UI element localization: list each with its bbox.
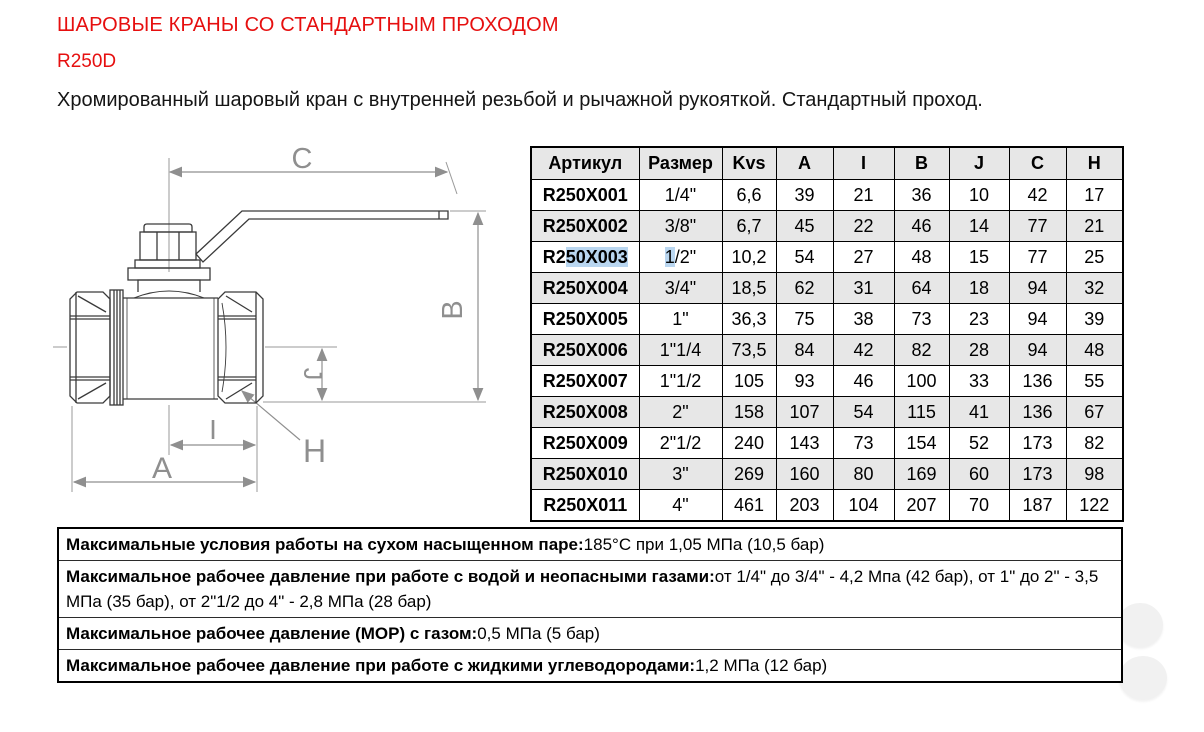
page-background-artifact xyxy=(1119,656,1167,700)
table-cell: 6,7 xyxy=(722,211,776,242)
table-cell: 15 xyxy=(949,242,1009,273)
dimensions-table xyxy=(530,146,1124,522)
table-cell: 18,5 xyxy=(722,273,776,304)
table-cell: 6,6 xyxy=(722,180,776,211)
note-value: 0,5 МПа (5 бар) xyxy=(477,624,600,643)
table-cell: R250X011 xyxy=(531,490,639,522)
column-header: Kvs xyxy=(722,147,776,180)
table-cell: R250X005 xyxy=(531,304,639,335)
table-row xyxy=(531,397,1123,428)
table-cell: R250X008 xyxy=(531,397,639,428)
table-cell: 70 xyxy=(949,490,1009,522)
dimension-labels xyxy=(152,143,469,485)
dim-label-c: C xyxy=(291,143,313,175)
table-cell: 93 xyxy=(776,366,833,397)
table-cell: 17 xyxy=(1066,180,1123,211)
table-cell: 27 xyxy=(833,242,894,273)
table-row xyxy=(531,459,1123,490)
table-cell: 136 xyxy=(1009,366,1066,397)
table-cell: 136 xyxy=(1009,397,1066,428)
table-cell: 94 xyxy=(1009,335,1066,366)
page-background-artifact xyxy=(1117,603,1163,647)
dim-label-a: A xyxy=(151,452,173,485)
note-cell xyxy=(58,528,1122,561)
table-cell: 187 xyxy=(1009,490,1066,522)
table-cell: 169 xyxy=(894,459,949,490)
valve-body xyxy=(70,211,448,405)
column-header: Артикул xyxy=(531,147,639,180)
table-cell: 77 xyxy=(1009,211,1066,242)
table-row xyxy=(531,366,1123,397)
table-cell: 1"1/2 xyxy=(639,366,722,397)
table-cell: 115 xyxy=(894,397,949,428)
valve-technical-drawing xyxy=(50,140,520,530)
table-cell: 1/4" xyxy=(639,180,722,211)
table-cell: 100 xyxy=(894,366,949,397)
table-row xyxy=(531,180,1123,211)
table-cell: 160 xyxy=(776,459,833,490)
table-cell: 55 xyxy=(1066,366,1123,397)
table-cell: 38 xyxy=(833,304,894,335)
table-cell: 22 xyxy=(833,211,894,242)
table-cell: R250X002 xyxy=(531,211,639,242)
table-cell: 62 xyxy=(776,273,833,304)
column-header: B xyxy=(894,147,949,180)
note-row xyxy=(58,650,1122,683)
table-cell: 154 xyxy=(894,428,949,459)
table-cell: R250X004 xyxy=(531,273,639,304)
note-row xyxy=(58,561,1122,618)
note-value: от 1/4" до 3/4" - 4,2 Мпа (42 бар), от 1" до 2" - 3,5 МПа (35 бар), от 2"1/2 до 4" - 2,8 МПа (28 бар) xyxy=(66,567,1099,611)
table-cell: 2"1/2 xyxy=(639,428,722,459)
column-header: I xyxy=(833,147,894,180)
table-cell: 21 xyxy=(833,180,894,211)
table-row xyxy=(531,335,1123,366)
cell-text: /2" xyxy=(674,246,697,267)
table-cell: 3/8" xyxy=(639,211,722,242)
table-cell: 60 xyxy=(949,459,1009,490)
table-cell: 4" xyxy=(639,490,722,522)
note-label: Максимальное рабочее давление при работе с жидкими углеводородами: xyxy=(66,656,696,675)
table-cell: 2" xyxy=(639,397,722,428)
table-cell: 18 xyxy=(949,273,1009,304)
column-header: J xyxy=(949,147,1009,180)
table-cell: 42 xyxy=(1009,180,1066,211)
table-cell: 80 xyxy=(833,459,894,490)
extension-lines xyxy=(53,158,486,492)
table-cell: 31 xyxy=(833,273,894,304)
table-cell: 94 xyxy=(1009,304,1066,335)
table-cell: 33 xyxy=(949,366,1009,397)
table-cell: 173 xyxy=(1009,459,1066,490)
table-cell: 3" xyxy=(639,459,722,490)
table-row xyxy=(531,428,1123,459)
table-cell: 1"1/4 xyxy=(639,335,722,366)
product-code: R250D xyxy=(57,51,117,72)
table-cell: R250X001 xyxy=(531,180,639,211)
table-cell: 32 xyxy=(1066,273,1123,304)
table-cell: 94 xyxy=(1009,273,1066,304)
table-cell: 73 xyxy=(894,304,949,335)
note-cell xyxy=(58,561,1122,618)
table-cell: 82 xyxy=(1066,428,1123,459)
column-header: H xyxy=(1066,147,1123,180)
note-label: Максимальное рабочее давление при работе с водой и неопасными газами: xyxy=(66,567,715,586)
table-cell: 48 xyxy=(1066,335,1123,366)
table-cell: 203 xyxy=(776,490,833,522)
table-header-row xyxy=(531,147,1123,180)
table-cell: 54 xyxy=(776,242,833,273)
note-cell xyxy=(58,650,1122,683)
table-cell: 173 xyxy=(1009,428,1066,459)
note-value: 185°C при 1,05 МПа (10,5 бар) xyxy=(583,535,825,554)
table-cell: 54 xyxy=(833,397,894,428)
dim-label-h: H xyxy=(303,433,327,469)
table-cell: 36 xyxy=(894,180,949,211)
table-cell: 98 xyxy=(1066,459,1123,490)
table-cell: 46 xyxy=(894,211,949,242)
table-cell: 10 xyxy=(949,180,1009,211)
product-description: Хромированный шаровый кран с внутренней резьбой и рычажной рукояткой. Стандартный проход. xyxy=(57,89,983,111)
dim-label-b: B xyxy=(437,300,469,320)
table-cell: 52 xyxy=(949,428,1009,459)
note-row xyxy=(58,528,1122,561)
table-cell: 25 xyxy=(1066,242,1123,273)
table-cell: 75 xyxy=(776,304,833,335)
table-cell: 240 xyxy=(722,428,776,459)
table-cell: 21 xyxy=(1066,211,1123,242)
table-cell: 73,5 xyxy=(722,335,776,366)
column-header: A xyxy=(776,147,833,180)
table-cell: 84 xyxy=(776,335,833,366)
table-cell xyxy=(639,242,722,273)
table-cell: 10,2 xyxy=(722,242,776,273)
cell-text: R2 xyxy=(542,246,566,267)
table-cell: 14 xyxy=(949,211,1009,242)
table-cell: 158 xyxy=(722,397,776,428)
notes-table xyxy=(57,527,1123,683)
note-cell xyxy=(58,618,1122,650)
table-cell: 104 xyxy=(833,490,894,522)
table-row xyxy=(531,490,1123,522)
table-cell: R250X009 xyxy=(531,428,639,459)
table-cell: 207 xyxy=(894,490,949,522)
table-cell: 39 xyxy=(1066,304,1123,335)
table-cell: 41 xyxy=(949,397,1009,428)
table-cell: R250X010 xyxy=(531,459,639,490)
note-label: Максимальные условия работы на сухом насыщенном паре: xyxy=(66,535,584,554)
note-label: Максимальное рабочее давление (MOP) с газом: xyxy=(66,624,478,643)
dim-label-i: I xyxy=(209,414,217,445)
table-cell: R250X007 xyxy=(531,366,639,397)
table-cell: 36,3 xyxy=(722,304,776,335)
table-cell: 143 xyxy=(776,428,833,459)
column-header: Размер xyxy=(639,147,722,180)
table-cell: 122 xyxy=(1066,490,1123,522)
table-cell: 45 xyxy=(776,211,833,242)
dim-label-j: J xyxy=(298,367,326,381)
table-cell: 23 xyxy=(949,304,1009,335)
table-cell: 39 xyxy=(776,180,833,211)
selected-text: 1 xyxy=(664,246,675,267)
selected-text: 50X003 xyxy=(565,246,628,267)
table-cell: 73 xyxy=(833,428,894,459)
table-cell xyxy=(531,242,639,273)
table-cell: 107 xyxy=(776,397,833,428)
table-cell: 67 xyxy=(1066,397,1123,428)
column-header: C xyxy=(1009,147,1066,180)
table-cell: 269 xyxy=(722,459,776,490)
table-cell: 28 xyxy=(949,335,1009,366)
table-cell: 461 xyxy=(722,490,776,522)
table-cell: 42 xyxy=(833,335,894,366)
table-cell: 64 xyxy=(894,273,949,304)
table-row xyxy=(531,273,1123,304)
table-row xyxy=(531,242,1123,273)
table-row xyxy=(531,211,1123,242)
table-cell: 77 xyxy=(1009,242,1066,273)
table-cell: 46 xyxy=(833,366,894,397)
table-cell: 82 xyxy=(894,335,949,366)
table-cell: 105 xyxy=(722,366,776,397)
note-value: 1,2 МПа (12 бар) xyxy=(695,656,828,675)
table-row xyxy=(531,304,1123,335)
table-cell: 1" xyxy=(639,304,722,335)
page-title: ШАРОВЫЕ КРАНЫ СО СТАНДАРТНЫМ ПРОХОДОМ xyxy=(57,14,559,36)
note-row xyxy=(58,618,1122,650)
table-cell: 48 xyxy=(894,242,949,273)
table-cell: 3/4" xyxy=(639,273,722,304)
table-cell: R250X006 xyxy=(531,335,639,366)
